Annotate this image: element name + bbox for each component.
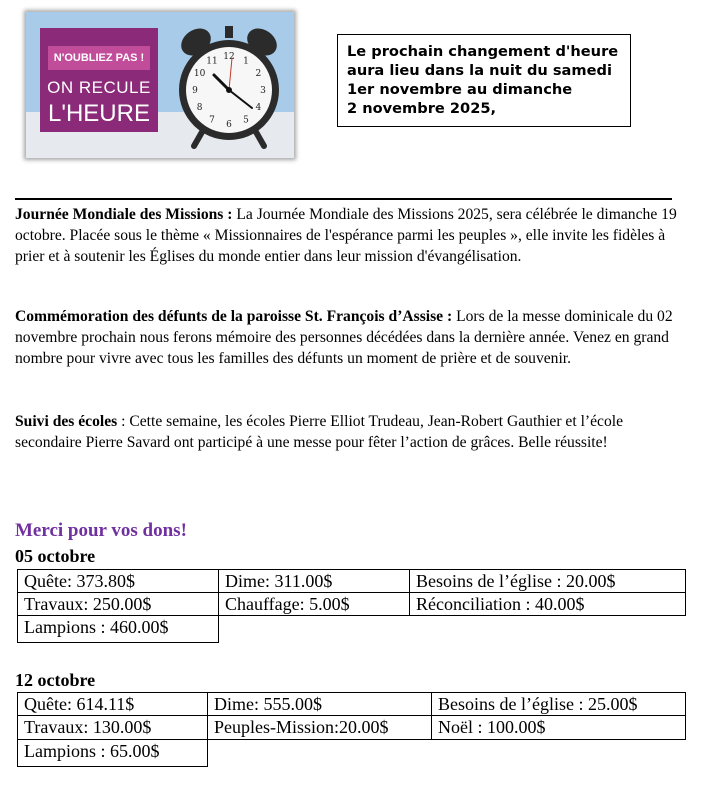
time-change-notice — [337, 34, 631, 127]
table-cell: Chauffage: 5.00$ — [218, 592, 410, 616]
commemoration-heading: Commémoration des défunts de la paroisse St. François d’Assise : — [15, 308, 453, 325]
schools-heading: Suivi des écoles — [15, 413, 118, 430]
notice-line: 1er novembre au dimanche — [347, 81, 573, 98]
notice-line: aura lieu dans la nuit du samedi — [347, 62, 612, 79]
table-cell: Quête: 373.80$ — [17, 569, 219, 593]
badge-line-2: L'HEURE — [48, 100, 150, 127]
table-cell: Lampions : 65.00$ — [17, 739, 208, 767]
notice-line: Le prochain changement d'heure — [347, 43, 619, 60]
alarm-clock-icon — [174, 20, 284, 150]
clock-numeral: 5 — [243, 115, 249, 126]
notice-line: 2 novembre 2025, — [347, 100, 497, 117]
table-cell: Lampions : 460.00$ — [17, 615, 219, 643]
clock-numeral: 9 — [192, 86, 198, 96]
missions-day-text: La Journée Mondiale des Missions 2025, sera célébrée le dimanche 19 octobre. Placée sous le thème « Missionnaires de l'espérance parmi les peuples », elle invite les fidèles à prier et à soutenir les Églises du monde entier dans leur mission d'évangélisation. — [15, 206, 677, 265]
table-cell: Besoins de l’église : 20.00$ — [409, 569, 686, 593]
donations-title: Merci pour vos dons! — [15, 520, 187, 541]
clock-numeral: 6 — [226, 120, 232, 130]
clock-numeral: 7 — [209, 115, 215, 126]
table-cell: Réconciliation : 40.00$ — [409, 592, 686, 616]
schools-paragraph — [15, 411, 685, 453]
badge-line-1: ON RECULE — [47, 78, 151, 97]
clock-numeral: 8 — [196, 103, 203, 113]
week-2-label: 12 octobre — [15, 670, 96, 690]
section-divider — [15, 198, 672, 200]
badge-reminder-text: N'OUBLIEZ PAS ! — [48, 46, 150, 70]
table-cell: Quête: 614.11$ — [17, 692, 208, 716]
table-cell: Travaux: 250.00$ — [17, 592, 219, 616]
clock-numeral: 2 — [255, 69, 262, 79]
table-cell: Noël : 100.00$ — [431, 715, 686, 740]
clock-numeral: 1 — [243, 56, 249, 67]
missions-day-heading: Journée Mondiale des Missions : — [15, 206, 233, 223]
clock-numeral: 11 — [206, 56, 218, 67]
clock-numeral: 10 — [193, 69, 206, 79]
table-cell: Peuples-Mission:20.00$ — [207, 715, 432, 740]
fall-back-badge — [40, 28, 158, 132]
clock-numeral: 4 — [255, 103, 262, 113]
week-1-label: 05 octobre — [15, 546, 96, 566]
clock-numeral: 12 — [223, 52, 235, 62]
commemoration-text: Lors de la messe dominicale du 02 novembre prochain nous ferons mémoire des personnes décédées dans la dernière année. Venez en grand nombre pour vivre avec tous les familles des défunts un moment de prière et de souvenir. — [15, 308, 673, 367]
table-cell: Dime: 311.00$ — [218, 569, 410, 593]
table-cell: Travaux: 130.00$ — [17, 715, 208, 740]
table-cell: Dime: 555.00$ — [207, 692, 432, 716]
commemoration-paragraph — [15, 306, 685, 369]
schools-text: : Cette semaine, les écoles Pierre Elliot Trudeau, Jean-Robert Gauthier et l’école secondaire Pierre Savard ont participé à une messe pour fêter l’action de grâces. Belle réussite! — [15, 413, 624, 451]
clock-numeral: 3 — [260, 86, 266, 96]
table-cell: Besoins de l’église : 25.00$ — [431, 692, 686, 716]
fall-back-banner-image — [26, 12, 294, 158]
missions-day-paragraph — [15, 204, 685, 267]
